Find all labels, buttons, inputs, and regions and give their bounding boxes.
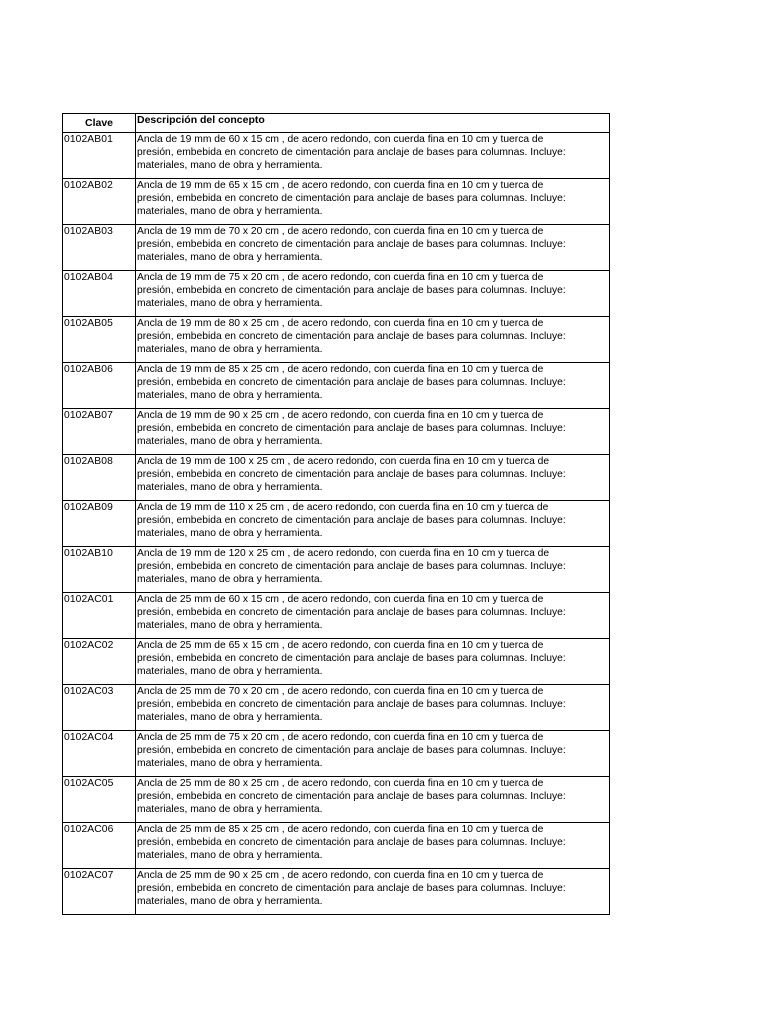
- description-line: presión, embebida en concreto de cimentación para anclaje de bases para columnas. Incluye:: [137, 837, 566, 849]
- cell-clave: 0102AC02: [63, 639, 136, 685]
- description-line: materiales, mano de obra y herramienta.: [137, 620, 323, 632]
- cell-descripcion: [136, 271, 610, 317]
- description-line: Ancla de 19 mm de 110 x 25 cm , de acero redondo, con cuerda fina en 10 cm y tuerca de: [137, 502, 549, 513]
- table-row: [63, 547, 610, 593]
- description-line: materiales, mano de obra y herramienta.: [137, 528, 323, 540]
- description-line: presión, embebida en concreto de cimentación para anclaje de bases para columnas. Incluye:: [137, 791, 566, 803]
- table-row: [63, 225, 610, 271]
- description-line: Ancla de 19 mm de 80 x 25 cm , de acero redondo, con cuerda fina en 10 cm y tuerca de: [137, 318, 544, 329]
- description-line: Ancla de 19 mm de 60 x 15 cm , de acero redondo, con cuerda fina en 10 cm y tuerca de: [137, 134, 544, 145]
- table-row: [63, 731, 610, 777]
- table-row: [63, 271, 610, 317]
- table-row: [63, 363, 610, 409]
- cell-clave: 0102AB05: [63, 317, 136, 363]
- table-row: [63, 869, 610, 915]
- cell-descripcion: [136, 133, 610, 179]
- description-line: presión, embebida en concreto de cimentación para anclaje de bases para columnas. Incluye:: [137, 377, 566, 389]
- table-row: [63, 685, 610, 731]
- cell-descripcion: [136, 317, 610, 363]
- cell-clave: 0102AC06: [63, 823, 136, 869]
- description-line: materiales, mano de obra y herramienta.: [137, 436, 323, 448]
- description-line: materiales, mano de obra y herramienta.: [137, 298, 323, 310]
- cell-descripcion: [136, 225, 610, 271]
- table-header-row: [63, 114, 610, 133]
- description-line: presión, embebida en concreto de cimentación para anclaje de bases para columnas. Incluye:: [137, 469, 566, 481]
- description-line: presión, embebida en concreto de cimentación para anclaje de bases para columnas. Incluye:: [137, 607, 566, 619]
- description-line: presión, embebida en concreto de cimentación para anclaje de bases para columnas. Incluye:: [137, 745, 566, 757]
- cell-descripcion: [136, 823, 610, 869]
- description-line: Ancla de 19 mm de 65 x 15 cm , de acero redondo, con cuerda fina en 10 cm y tuerca de: [137, 180, 544, 191]
- cell-clave: 0102AB02: [63, 179, 136, 225]
- cell-descripcion: [136, 685, 610, 731]
- description-line: presión, embebida en concreto de cimentación para anclaje de bases para columnas. Incluye:: [137, 193, 566, 205]
- description-line: presión, embebida en concreto de cimentación para anclaje de bases para columnas. Incluye:: [137, 515, 566, 527]
- description-line: Ancla de 25 mm de 70 x 20 cm , de acero redondo, con cuerda fina en 10 cm y tuerca de: [137, 686, 544, 697]
- cell-clave: 0102AB09: [63, 501, 136, 547]
- description-line: Ancla de 19 mm de 70 x 20 cm , de acero redondo, con cuerda fina en 10 cm y tuerca de: [137, 226, 544, 237]
- description-line: Ancla de 25 mm de 85 x 25 cm , de acero redondo, con cuerda fina en 10 cm y tuerca de: [137, 824, 544, 835]
- column-header-clave: Clave: [63, 114, 136, 133]
- description-line: Ancla de 19 mm de 85 x 25 cm , de acero redondo, con cuerda fina en 10 cm y tuerca de: [137, 364, 544, 375]
- description-line: materiales, mano de obra y herramienta.: [137, 712, 323, 724]
- description-line: presión, embebida en concreto de cimentación para anclaje de bases para columnas. Incluye:: [137, 331, 566, 343]
- description-line: presión, embebida en concreto de cimentación para anclaje de bases para columnas. Incluye:: [137, 423, 566, 435]
- cell-clave: 0102AC01: [63, 593, 136, 639]
- table-row: [63, 133, 610, 179]
- cell-clave: 0102AB04: [63, 271, 136, 317]
- description-line: presión, embebida en concreto de cimentación para anclaje de bases para columnas. Incluye:: [137, 699, 566, 711]
- concept-table: [62, 113, 610, 915]
- cell-clave: 0102AB10: [63, 547, 136, 593]
- description-line: presión, embebida en concreto de cimentación para anclaje de bases para columnas. Incluye:: [137, 653, 566, 665]
- cell-descripcion: [136, 409, 610, 455]
- description-line: presión, embebida en concreto de cimentación para anclaje de bases para columnas. Incluye:: [137, 239, 566, 251]
- cell-descripcion: [136, 455, 610, 501]
- description-line: materiales, mano de obra y herramienta.: [137, 160, 323, 172]
- cell-descripcion: [136, 179, 610, 225]
- table-row: [63, 409, 610, 455]
- description-line: materiales, mano de obra y herramienta.: [137, 574, 323, 586]
- cell-clave: 0102AB03: [63, 225, 136, 271]
- description-line: materiales, mano de obra y herramienta.: [137, 390, 323, 402]
- description-line: Ancla de 25 mm de 80 x 25 cm , de acero redondo, con cuerda fina en 10 cm y tuerca de: [137, 778, 544, 789]
- cell-clave: 0102AB08: [63, 455, 136, 501]
- description-line: materiales, mano de obra y herramienta.: [137, 482, 323, 494]
- column-header-descripcion: Descripción del concepto: [136, 114, 610, 133]
- description-line: presión, embebida en concreto de cimentación para anclaje de bases para columnas. Incluye:: [137, 561, 566, 573]
- description-line: Ancla de 19 mm de 100 x 25 cm , de acero redondo, con cuerda fina en 10 cm y tuerca de: [137, 456, 550, 467]
- description-line: Ancla de 25 mm de 90 x 25 cm , de acero redondo, con cuerda fina en 10 cm y tuerca de: [137, 870, 544, 881]
- description-line: presión, embebida en concreto de cimentación para anclaje de bases para columnas. Incluye:: [137, 883, 566, 895]
- table-row: [63, 639, 610, 685]
- cell-clave: 0102AB06: [63, 363, 136, 409]
- cell-clave: 0102AC07: [63, 869, 136, 915]
- cell-clave: 0102AC03: [63, 685, 136, 731]
- description-line: Ancla de 19 mm de 90 x 25 cm , de acero redondo, con cuerda fina en 10 cm y tuerca de: [137, 410, 544, 421]
- description-line: materiales, mano de obra y herramienta.: [137, 758, 323, 770]
- description-line: materiales, mano de obra y herramienta.: [137, 206, 323, 218]
- table-row: [63, 179, 610, 225]
- description-line: Ancla de 25 mm de 65 x 15 cm , de acero redondo, con cuerda fina en 10 cm y tuerca de: [137, 640, 544, 651]
- cell-descripcion: [136, 593, 610, 639]
- cell-descripcion: [136, 639, 610, 685]
- table-row: [63, 501, 610, 547]
- table-row: [63, 823, 610, 869]
- description-line: materiales, mano de obra y herramienta.: [137, 850, 323, 862]
- description-line: materiales, mano de obra y herramienta.: [137, 344, 323, 356]
- description-line: presión, embebida en concreto de cimentación para anclaje de bases para columnas. Incluye:: [137, 147, 566, 159]
- table-row: [63, 593, 610, 639]
- cell-clave: 0102AB07: [63, 409, 136, 455]
- description-line: Ancla de 19 mm de 120 x 25 cm , de acero redondo, con cuerda fina en 10 cm y tuerca de: [137, 548, 550, 559]
- cell-descripcion: [136, 547, 610, 593]
- table-row: [63, 777, 610, 823]
- description-line: materiales, mano de obra y herramienta.: [137, 666, 323, 678]
- cell-descripcion: [136, 501, 610, 547]
- table-body: [63, 133, 610, 915]
- description-line: presión, embebida en concreto de cimentación para anclaje de bases para columnas. Incluye:: [137, 285, 566, 297]
- cell-descripcion: [136, 731, 610, 777]
- cell-clave: 0102AC05: [63, 777, 136, 823]
- description-line: materiales, mano de obra y herramienta.: [137, 896, 323, 908]
- description-line: materiales, mano de obra y herramienta.: [137, 804, 323, 816]
- table-row: [63, 455, 610, 501]
- cell-descripcion: [136, 869, 610, 915]
- description-line: Ancla de 25 mm de 60 x 15 cm , de acero redondo, con cuerda fina en 10 cm y tuerca de: [137, 594, 544, 605]
- cell-clave: 0102AC04: [63, 731, 136, 777]
- description-line: materiales, mano de obra y herramienta.: [137, 252, 323, 264]
- cell-clave: 0102AB01: [63, 133, 136, 179]
- description-line: Ancla de 19 mm de 75 x 20 cm , de acero redondo, con cuerda fina en 10 cm y tuerca de: [137, 272, 544, 283]
- table-row: [63, 317, 610, 363]
- cell-descripcion: [136, 777, 610, 823]
- description-line: Ancla de 25 mm de 75 x 20 cm , de acero redondo, con cuerda fina en 10 cm y tuerca de: [137, 732, 544, 743]
- cell-descripcion: [136, 363, 610, 409]
